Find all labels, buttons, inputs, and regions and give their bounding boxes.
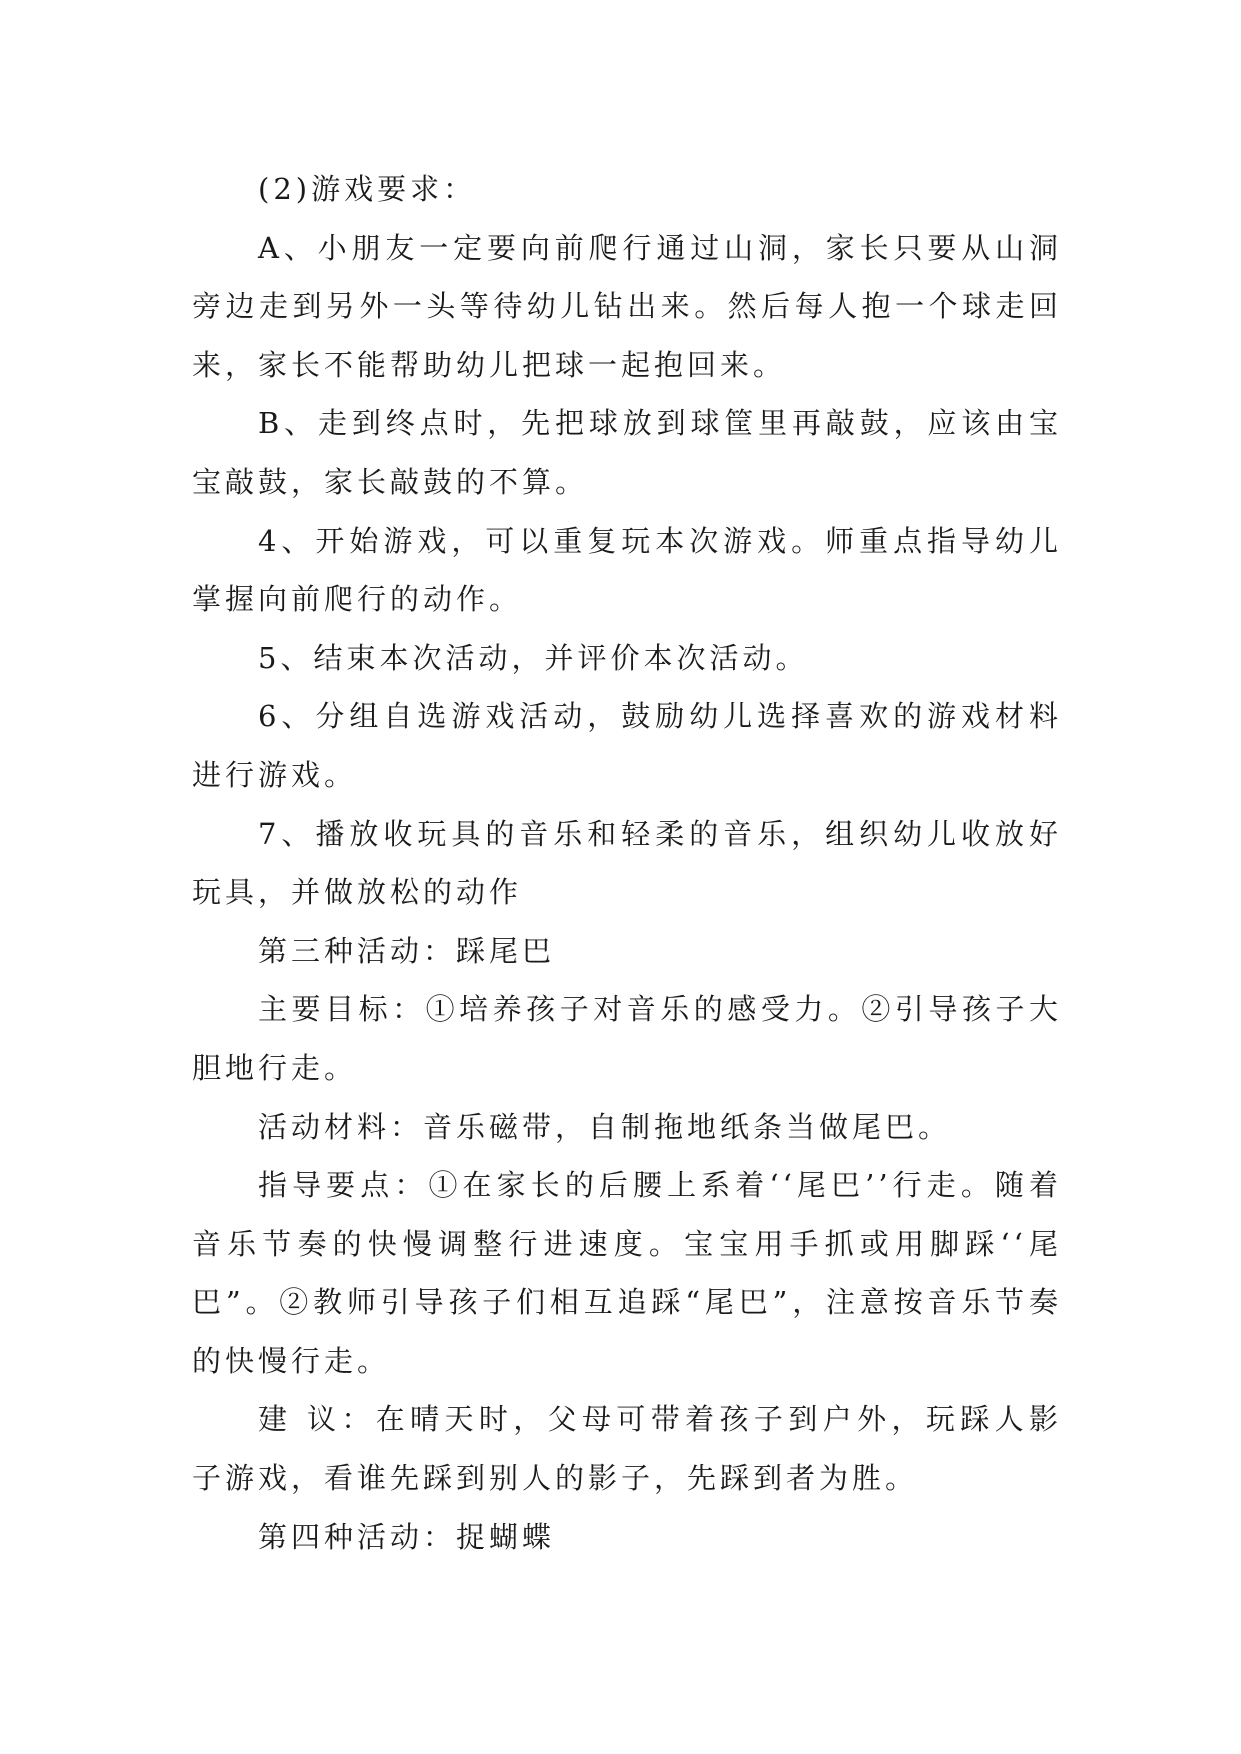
paragraph-activity-3-title: 第三种活动：踩尾巴 <box>258 933 556 968</box>
paragraph-step-4: 4、开始游戏，可以重复玩本次游戏。师重点指导幼儿掌握向前爬行的动作。 <box>192 523 1062 617</box>
paragraph-step-5: 5、结束本次活动，并评价本次活动。 <box>258 640 809 675</box>
paragraph-main-goals: 主要目标：①培养孩子对音乐的感受力。②引导孩子大胆地行走。 <box>192 992 1062 1085</box>
document-page <box>192 160 1062 1566</box>
paragraph-guidance-points: 指导要点：①在家长的后腰上系着‘‘尾巴’’行走。随着音乐节奏的快慢调整行进速度。宝宝用手抓或用脚踩‘‘尾巴”。②教师引导孩子们相互追踩“尾巴”，注意按音乐节奏的快慢行走。 <box>192 1168 1062 1378</box>
paragraph-game-requirements-heading: (2)游戏要求： <box>258 172 477 206</box>
paragraph-requirement-b: B、走到终点时，先把球放到球筐里再敲鼓，应该由宝宝敲鼓，家长敲鼓的不算。 <box>192 406 1062 499</box>
paragraph-step-6: 6、分组自选游戏活动，鼓励幼儿选择喜欢的游戏材料进行游戏。 <box>192 699 1062 792</box>
paragraph-requirement-a: A、小朋友一定要向前爬行通过山洞，家长只要从山洞旁边走到另外一头等待幼儿钻出来。然后每人抱一个球走回来，家长不能帮助幼儿把球一起抱回来。 <box>192 230 1062 382</box>
paragraph-step-7: 7、播放收玩具的音乐和轻柔的音乐，组织幼儿收放好玩具，并做放松的动作 <box>192 816 1062 910</box>
paragraph-materials: 活动材料：音乐磁带，自制拖地纸条当做尾巴。 <box>258 1109 952 1144</box>
paragraph-activity-4-title: 第四种活动：捉蝴蝶 <box>258 1519 556 1554</box>
paragraph-suggestion: 建 议：在晴天时，父母可带着孩子到户外，玩踩人影子游戏，看谁先踩到别人的影子，先踩到者为胜。 <box>192 1402 1062 1496</box>
